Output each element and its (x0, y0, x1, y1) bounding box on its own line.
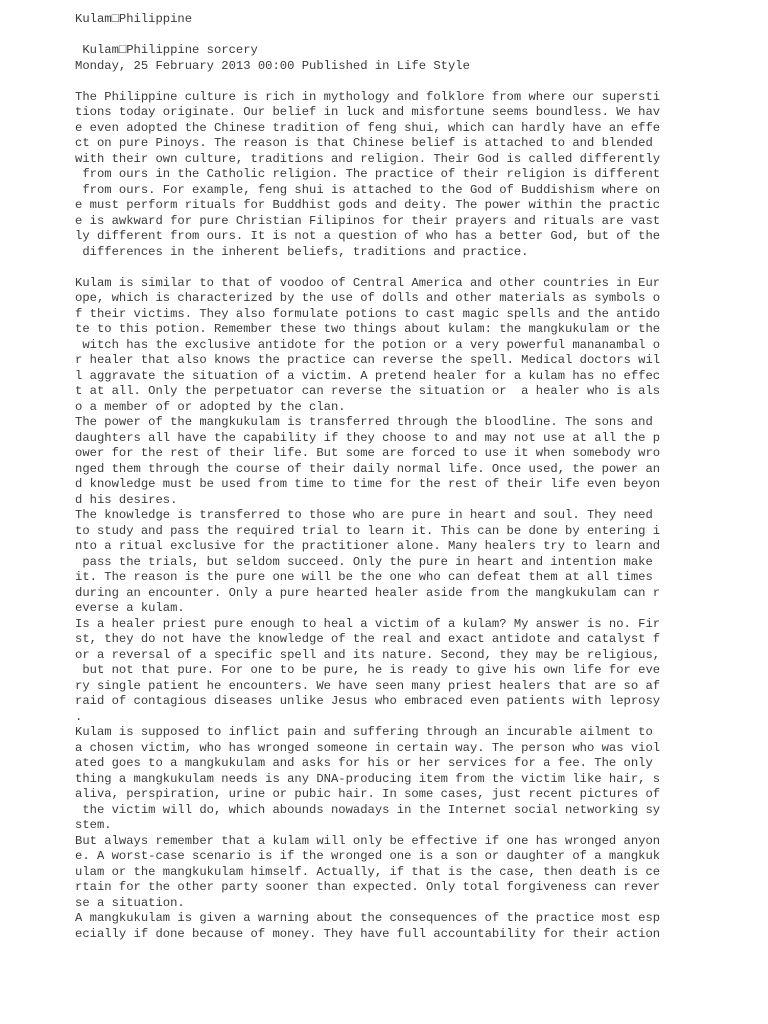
body-text-line: daughters all have the capability if they choose to and may not use at all the p (75, 430, 661, 445)
body-text-line: tions today originate. Our belief in luck and misfortune seems boundless. We hav (75, 105, 661, 119)
body-text-line: Kulam is similar to that of voodoo of Central America and other countries in Eur (75, 275, 661, 290)
body-text-line: raid of contagious diseases unlike Jesus who embraced even patients with leprosy (75, 694, 661, 708)
body-text-line: ecially if done because of money. They have full accountability for their action (75, 926, 661, 941)
body-text-line: d his desires. (75, 492, 178, 507)
body-text-line: ower for the rest of their life. But some are forced to use it when somebody wro (75, 446, 661, 460)
body-text-line: witch has the exclusive antidote for the potion or a very powerful mananambal o (75, 337, 661, 352)
body-text-line: Is a healer priest pure enough to heal a victim of a kulam? My answer is no. Fir (75, 616, 661, 631)
body-text-line: t at all. Only the perpetuator can reverse the situation or a healer who is als (75, 384, 661, 398)
article-body (75, 90, 675, 943)
body-text-line: nged them through the course of their daily normal life. Once used, the power an (75, 461, 661, 476)
body-text-line: o a member of or adopted by the clan. (75, 399, 346, 414)
body-text-line: st, they do not have the knowledge of the real and exact antidote and catalyst f (75, 632, 661, 646)
document-header-title: Kulam□Philippine (75, 12, 193, 26)
body-text-line: a chosen victim, who has wronged someone in certain way. The person who was viol (75, 740, 661, 755)
body-text-line: l aggravate the situation of a victim. A pretend healer for a kulam has no effec (75, 368, 661, 383)
body-text-line: r healer that also knows the practice can reverse the spell. Medical doctors wil (75, 353, 661, 367)
document-page (75, 12, 675, 942)
body-text-line: Kulam is supposed to inflict pain and suffering through an incurable ailment to (75, 725, 653, 739)
body-text-line: thing a mangkukulam needs is any DNA-producing item from the victim like hair, s (75, 771, 661, 786)
body-text-line: The knowledge is transferred to those who are pure in heart and soul. They need (75, 508, 653, 522)
body-text-line: ly different from ours. It is not a question of who has a better God, but of the (75, 229, 661, 243)
body-text-line: The power of the mangkukulam is transferred through the bloodline. The sons and (75, 415, 653, 429)
body-text-line: ry single patient he encounters. We have seen many priest healers that are so af (75, 678, 661, 693)
body-text-line: it. The reason is the pure one will be the one who can defeat them at all times (75, 570, 653, 584)
body-text-line: from ours in the Catholic religion. The practice of their religion is different (75, 167, 661, 181)
body-text-line: nto a ritual exclusive for the practitioner alone. Many healers try to learn and (75, 539, 661, 553)
body-text-line: ope, which is characterized by the use of dolls and other materials as symbols o (75, 291, 661, 305)
body-text-line: A mangkukulam is given a warning about the consequences of the practice most esp (75, 911, 661, 925)
body-text-line: the victim will do, which abounds nowadays in the Internet social networking sy (75, 802, 661, 817)
body-text-line: But always remember that a kulam will only be effective if one has wronged anyon (75, 833, 661, 848)
body-text-line: f their victims. They also formulate potions to cast magic spells and the antido (75, 306, 661, 321)
body-text-line: ulam or the mangkukulam himself. Actually, if that is the case, then death is ce (75, 864, 661, 879)
body-text-line: e must perform rituals for Buddhist gods and deity. The power within the practic (75, 198, 661, 212)
body-text-line: e even adopted the Chinese tradition of feng shui, which can hardly have an effe (75, 120, 661, 135)
body-text-line: differences in the inherent beliefs, traditions and practice. (75, 244, 529, 259)
body-text-line: te to this potion. Remember these two things about kulam: the mangkukulam or the (75, 322, 661, 336)
body-text-line: ct on pure Pinoys. The reason is that Chinese belief is attached to and blended (75, 136, 653, 150)
body-text-line: . (75, 709, 83, 724)
body-text-line: The Philippine culture is rich in mythology and folklore from where our supersti (75, 89, 661, 104)
body-text-line (75, 260, 675, 276)
body-text-line: with their own culture, traditions and religion. Their God is called differently (75, 151, 661, 166)
body-text-line: d knowledge must be used from time to time for the rest of their life even beyon (75, 477, 661, 491)
body-text-line: se a situation. (75, 895, 185, 910)
body-text-line: aliva, perspiration, urine or pubic hair. In some cases, just recent pictures of (75, 787, 661, 801)
body-text-line: from ours. For example, feng shui is attached to the God of Buddishism where on (75, 182, 661, 197)
body-text-line: ated goes to a mangkukulam and asks for his or her services for a fee. The only (75, 756, 653, 770)
body-text-line: to study and pass the required trial to learn it. This can be done by entering i (75, 523, 661, 538)
body-text-line: or a reversal of a specific spell and its nature. Second, they may be religious, (75, 647, 661, 662)
body-text-line: stem. (75, 818, 112, 832)
blank-line (75, 74, 675, 90)
body-text-line: e. A worst-case scenario is if the wronged one is a son or daughter of a mangkuk (75, 849, 661, 863)
body-text-line: but not that pure. For one to be pure, he is ready to give his own life for eve (75, 663, 661, 677)
article-title: Kulam□Philippine sorcery (75, 43, 258, 57)
body-text-line: everse a kulam. (75, 601, 185, 615)
body-text-line: rtain for the other party sooner than expected. Only total forgiveness can rever (75, 880, 661, 894)
body-text-line: e is awkward for pure Christian Filipinos for their prayers and rituals are vast (75, 213, 661, 228)
blank-line (75, 28, 675, 44)
article-meta: Monday, 25 February 2013 00:00 Published in Life Style (75, 58, 470, 73)
body-text-line: during an encounter. Only a pure hearted healer aside from the mangkukulam can r (75, 585, 661, 600)
body-text-line: pass the trials, but seldom succeed. Only the pure in heart and intention make (75, 554, 653, 569)
